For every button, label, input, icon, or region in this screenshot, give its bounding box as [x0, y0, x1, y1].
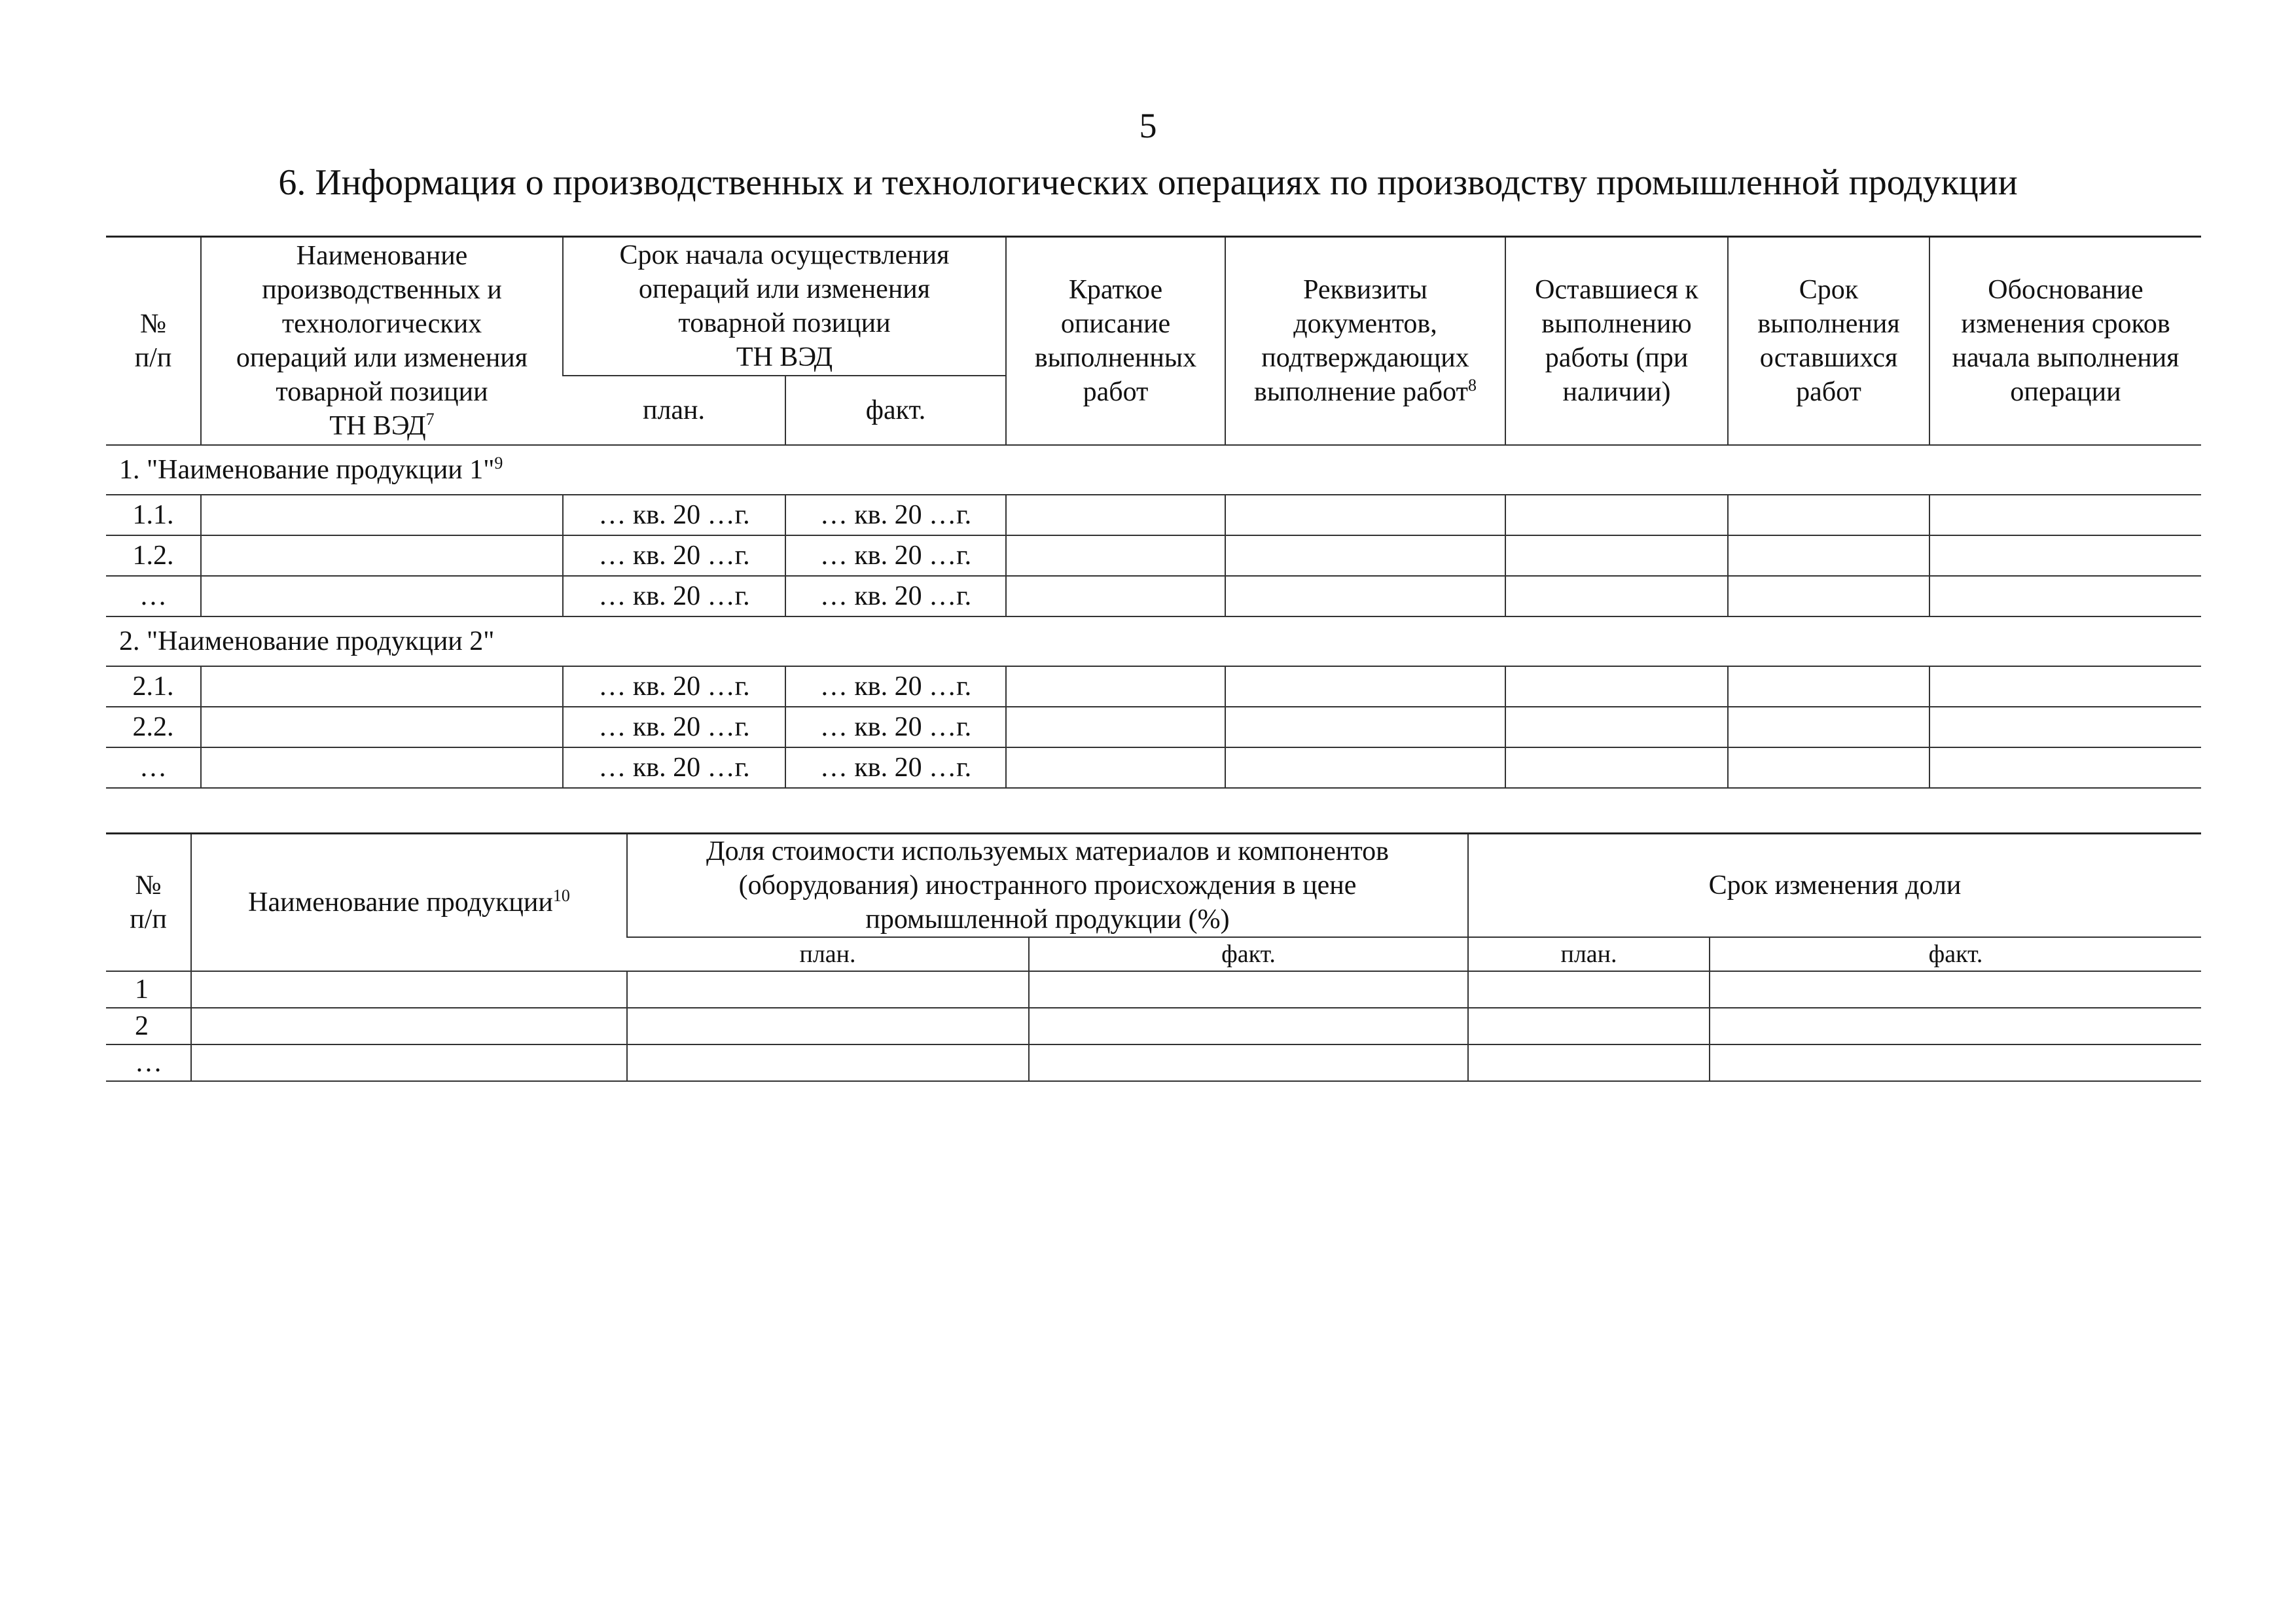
cell-description[interactable] — [1006, 707, 1225, 747]
header-fact: факт. — [785, 376, 1006, 445]
cell-remaining-work[interactable] — [1505, 576, 1728, 616]
cell-fact: … кв. 20 …г. — [785, 495, 1006, 535]
footnote-ref-7: 7 — [425, 410, 435, 429]
cell-documents[interactable] — [1225, 747, 1505, 788]
cell-share-plan[interactable] — [627, 1044, 1029, 1081]
cell-share-fact[interactable] — [1029, 971, 1468, 1008]
cell-justification[interactable] — [1929, 495, 2201, 535]
cell-share-fact[interactable] — [1029, 1008, 1468, 1044]
row-num: 2 — [106, 1008, 191, 1044]
cell-operation-name[interactable] — [201, 535, 563, 576]
cell-deadline[interactable] — [1728, 495, 1929, 535]
header-plan: план. — [563, 376, 785, 445]
cell-plan: … кв. 20 …г. — [563, 495, 785, 535]
header-deadline: Срок выполнения оставшихся работ — [1728, 237, 1929, 446]
header-justification: Обоснование изменения сроков начала выполнения операции — [1929, 237, 2201, 446]
header-share-plan: план. — [627, 937, 1029, 971]
cell-documents[interactable] — [1225, 495, 1505, 535]
cell-justification[interactable] — [1929, 747, 2201, 788]
cell-fact: … кв. 20 …г. — [785, 747, 1006, 788]
cell-deadline[interactable] — [1728, 576, 1929, 616]
cell-change-fact[interactable] — [1710, 1044, 2201, 1081]
cell-remaining-work[interactable] — [1505, 747, 1728, 788]
row-num: … — [106, 576, 201, 616]
cell-documents[interactable] — [1225, 535, 1505, 576]
cell-plan: … кв. 20 …г. — [563, 707, 785, 747]
cell-documents[interactable] — [1225, 576, 1505, 616]
header-change-fact: факт. — [1710, 937, 2201, 971]
footnote-ref-8: 8 — [1467, 376, 1477, 395]
cell-operation-name[interactable] — [201, 707, 563, 747]
header-remaining-work: Оставшиеся к выполнению работы (при наличии) — [1505, 237, 1728, 446]
table-row — [106, 707, 2201, 747]
table-row — [106, 535, 2201, 576]
cell-description[interactable] — [1006, 495, 1225, 535]
row-num: … — [106, 747, 201, 788]
operations-table — [106, 236, 2201, 789]
cell-product-name[interactable] — [191, 971, 627, 1008]
cell-change-fact[interactable] — [1710, 1008, 2201, 1044]
header-product-name: Наименование продукции$^{10}$ — [191, 834, 627, 972]
cell-description[interactable] — [1006, 576, 1225, 616]
table-row — [106, 495, 2201, 535]
cell-plan: … кв. 20 …г. — [563, 576, 785, 616]
cell-remaining-work[interactable] — [1505, 495, 1728, 535]
header-foreign-share: Доля стоимости используемых материалов и компонентов (оборудования) иностранного происхождения в цене промышленной продукции (%) — [627, 834, 1468, 938]
cell-change-plan[interactable] — [1468, 1044, 1710, 1081]
cell-plan: … кв. 20 …г. — [563, 666, 785, 707]
row-num: 1 — [106, 971, 191, 1008]
cell-fact: … кв. 20 …г. — [785, 535, 1006, 576]
cell-share-plan[interactable] — [627, 1008, 1029, 1044]
document-title: 6. Информация о производственных и технологических операциях по производству промышленной продукции — [278, 162, 2018, 203]
cell-plan: … кв. 20 …г. — [563, 535, 785, 576]
header-operation-name: Наименование производственных и технологических операций или изменения товарной позиции ТН ВЭД$^7$ — [201, 237, 563, 446]
header-description: Краткое описание выполненных работ — [1006, 237, 1225, 446]
cell-deadline[interactable] — [1728, 535, 1929, 576]
cell-justification[interactable] — [1929, 707, 2201, 747]
table-row — [106, 747, 2201, 788]
cell-justification[interactable] — [1929, 576, 2201, 616]
row-num: 1.1. — [106, 495, 201, 535]
header-num: № п/п — [106, 237, 201, 446]
cell-operation-name[interactable] — [201, 747, 563, 788]
header-start-date: Срок начала осуществления операций или изменения товарной позиции ТН ВЭД — [563, 237, 1006, 376]
header-share-change-date: Срок изменения доли — [1468, 834, 2201, 938]
cell-product-name[interactable] — [191, 1044, 627, 1081]
cell-deadline[interactable] — [1728, 747, 1929, 788]
table-row — [106, 971, 2201, 1008]
cell-change-plan[interactable] — [1468, 971, 1710, 1008]
cell-remaining-work[interactable] — [1505, 535, 1728, 576]
section-title: 1. "Наименование продукции 1"$^9$ — [106, 445, 2201, 495]
row-num: 2.2. — [106, 707, 201, 747]
row-num: … — [106, 1044, 191, 1081]
cell-documents[interactable] — [1225, 707, 1505, 747]
section-title: 2. "Наименование продукции 2" — [106, 616, 2201, 666]
table-row — [106, 666, 2201, 707]
cell-justification[interactable] — [1929, 535, 2201, 576]
cell-description[interactable] — [1006, 747, 1225, 788]
cell-justification[interactable] — [1929, 666, 2201, 707]
cell-operation-name[interactable] — [201, 576, 563, 616]
table-row — [106, 1008, 2201, 1044]
cell-change-plan[interactable] — [1468, 1008, 1710, 1044]
cell-share-fact[interactable] — [1029, 1044, 1468, 1081]
cell-change-fact[interactable] — [1710, 971, 2201, 1008]
cell-deadline[interactable] — [1728, 707, 1929, 747]
cell-description[interactable] — [1006, 535, 1225, 576]
table-row — [106, 576, 2201, 616]
cell-remaining-work[interactable] — [1505, 707, 1728, 747]
cell-fact: … кв. 20 …г. — [785, 576, 1006, 616]
cell-remaining-work[interactable] — [1505, 666, 1728, 707]
row-num: 1.2. — [106, 535, 201, 576]
cell-description[interactable] — [1006, 666, 1225, 707]
header-change-plan: план. — [1468, 937, 1710, 971]
page-number: 5 — [1139, 106, 1157, 145]
cell-operation-name[interactable] — [201, 666, 563, 707]
cell-product-name[interactable] — [191, 1008, 627, 1044]
footnote-ref-9: 9 — [494, 454, 503, 473]
cell-deadline[interactable] — [1728, 666, 1929, 707]
table-row — [106, 1044, 2201, 1081]
header-documents: Реквизиты документов, подтверждающих выполнение работ$^8$ — [1225, 237, 1505, 446]
cell-fact: … кв. 20 …г. — [785, 666, 1006, 707]
cell-plan: … кв. 20 …г. — [563, 747, 785, 788]
cell-documents[interactable] — [1225, 666, 1505, 707]
foreign-share-table — [106, 832, 2201, 1082]
footnote-ref-10: 10 — [552, 886, 570, 905]
cell-operation-name[interactable] — [201, 495, 563, 535]
header-num: № п/п — [106, 834, 191, 972]
header-share-fact: факт. — [1029, 937, 1468, 971]
cell-fact: … кв. 20 …г. — [785, 707, 1006, 747]
row-num: 2.1. — [106, 666, 201, 707]
cell-share-plan[interactable] — [627, 971, 1029, 1008]
